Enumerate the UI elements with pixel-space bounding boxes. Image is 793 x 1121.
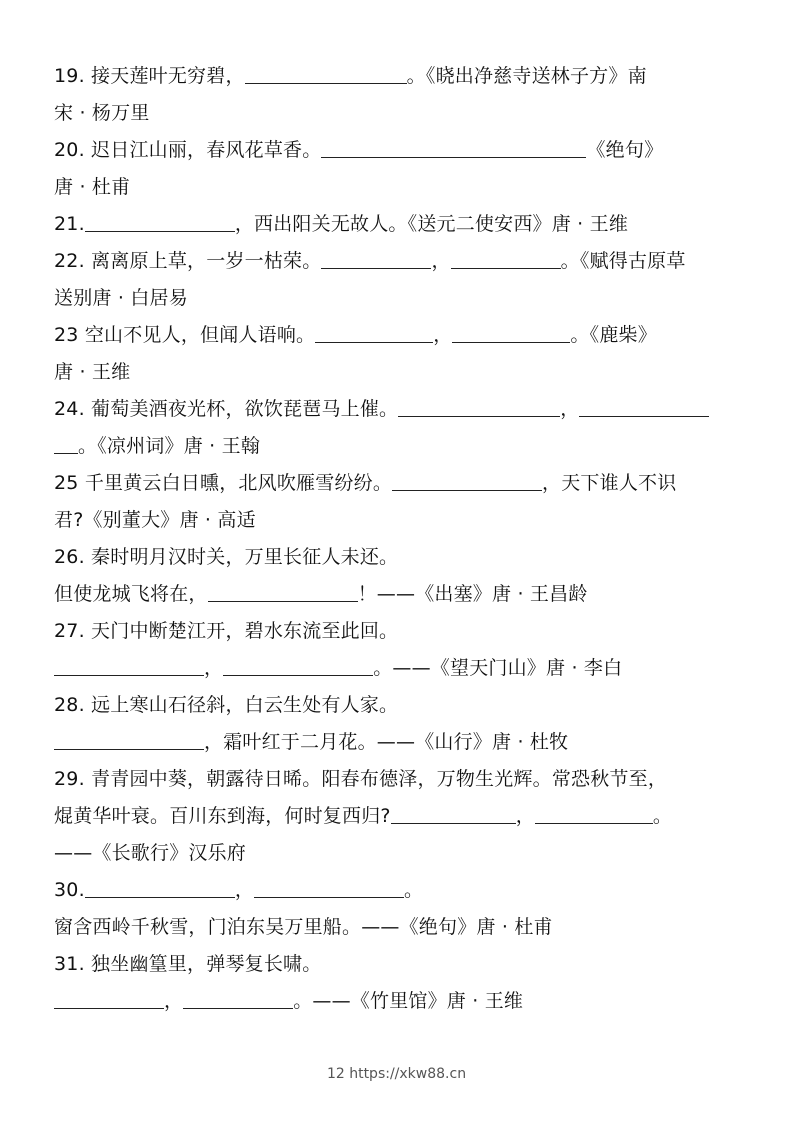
answer-blank[interactable]: [54, 731, 204, 750]
answer-blank[interactable]: [321, 250, 431, 269]
answer-blank[interactable]: [391, 805, 516, 824]
answer-blank[interactable]: [223, 657, 373, 676]
answer-blank-continued[interactable]: [54, 435, 78, 454]
q24-line-1: 24. 葡萄美酒夜光杯，欲饮琵琶马上催。 ，: [54, 391, 744, 428]
q24-line-2: 。《凉州词》唐 · 王翰: [54, 428, 744, 465]
answer-blank[interactable]: [315, 324, 433, 343]
q29-line-1: 29. 青青园中葵，朝露待日晞。阳春布德泽，万物生光辉。常恐秋节至，: [54, 768, 668, 790]
q29-line-2: 焜黄华叶衰。百川东到海，何时复西归? ， 。: [54, 805, 673, 827]
q28-line-1: 28. 远上寒山石径斜，白云生处有人家。: [54, 694, 399, 716]
q21-line-1: 21. ，西出阳关无故人。《送元二使安西》唐 · 王维: [54, 213, 629, 235]
q19-line-2: 宋 · 杨万里: [54, 102, 150, 124]
q23-line-1: 23 空山不见人，但闻人语响。 ， 。《鹿柴》: [54, 324, 657, 346]
q25-line-2: 君?《别董大》唐 · 高适: [54, 509, 256, 531]
q30-line-2: 窗含西岭千秋雪，门泊东吴万里船。——《绝句》唐 · 杜甫: [54, 916, 553, 938]
q20-line-1: 20. 迟日江山丽，春风花草香。 《绝句》: [54, 139, 664, 161]
q19-line-1: 19. 接天莲叶无穷碧， 。《晓出净慈寺送林子方》南: [54, 65, 647, 87]
answer-blank[interactable]: [579, 398, 709, 417]
q23-line-2: 唐 · 王维: [54, 361, 131, 383]
q26-line-1: 26. 秦时明月汉时关，万里长征人未还。: [54, 546, 399, 568]
q28-line-2: ，霜叶红于二月花。——《山行》唐 · 杜牧: [54, 724, 744, 761]
answer-blank[interactable]: [85, 879, 235, 898]
answer-blank[interactable]: [392, 472, 542, 491]
q20-line-2: 唐 · 杜甫: [54, 176, 131, 198]
answer-blank[interactable]: [54, 990, 164, 1009]
answer-blank[interactable]: [535, 805, 653, 824]
q30-line-1: 30. ， 。: [54, 879, 424, 901]
q27-line-2: ， 。——《望天门山》唐 · 李白: [54, 650, 744, 687]
answer-blank[interactable]: [398, 398, 560, 417]
poem-exercise-list: [54, 58, 744, 1020]
q31-line-1: 31. 独坐幽篁里，弹琴复长啸。: [54, 953, 322, 975]
q27-line-1: 27. 天门中断楚江开，碧水东流至此回。: [54, 620, 399, 642]
answer-blank[interactable]: [85, 213, 235, 232]
answer-blank[interactable]: [452, 324, 570, 343]
q25-line-1: 25 千里黄云白日曛，北风吹雁雪纷纷。 ，天下谁人不识: [54, 472, 677, 494]
q22-line-2: 送别唐 · 白居易: [54, 287, 188, 309]
answer-blank[interactable]: [321, 139, 586, 158]
answer-blank[interactable]: [245, 65, 407, 84]
q26-line-2: 但使龙城飞将在， ！——《出塞》唐 · 王昌龄: [54, 583, 588, 605]
q22-line-1: 22. 离离原上草，一岁一枯荣。 ， 。《赋得古原草: [54, 250, 686, 272]
answer-blank[interactable]: [183, 990, 293, 1009]
answer-blank[interactable]: [451, 250, 561, 269]
answer-blank[interactable]: [208, 583, 358, 602]
answer-blank[interactable]: [254, 879, 404, 898]
q29-line-3: ——《长歌行》汉乐府: [54, 842, 247, 864]
page-footer: 12 https://xkw88.cn: [326, 1066, 467, 1082]
q31-line-2: ， 。——《竹里馆》唐 · 王维: [54, 983, 744, 1020]
answer-blank[interactable]: [54, 657, 204, 676]
